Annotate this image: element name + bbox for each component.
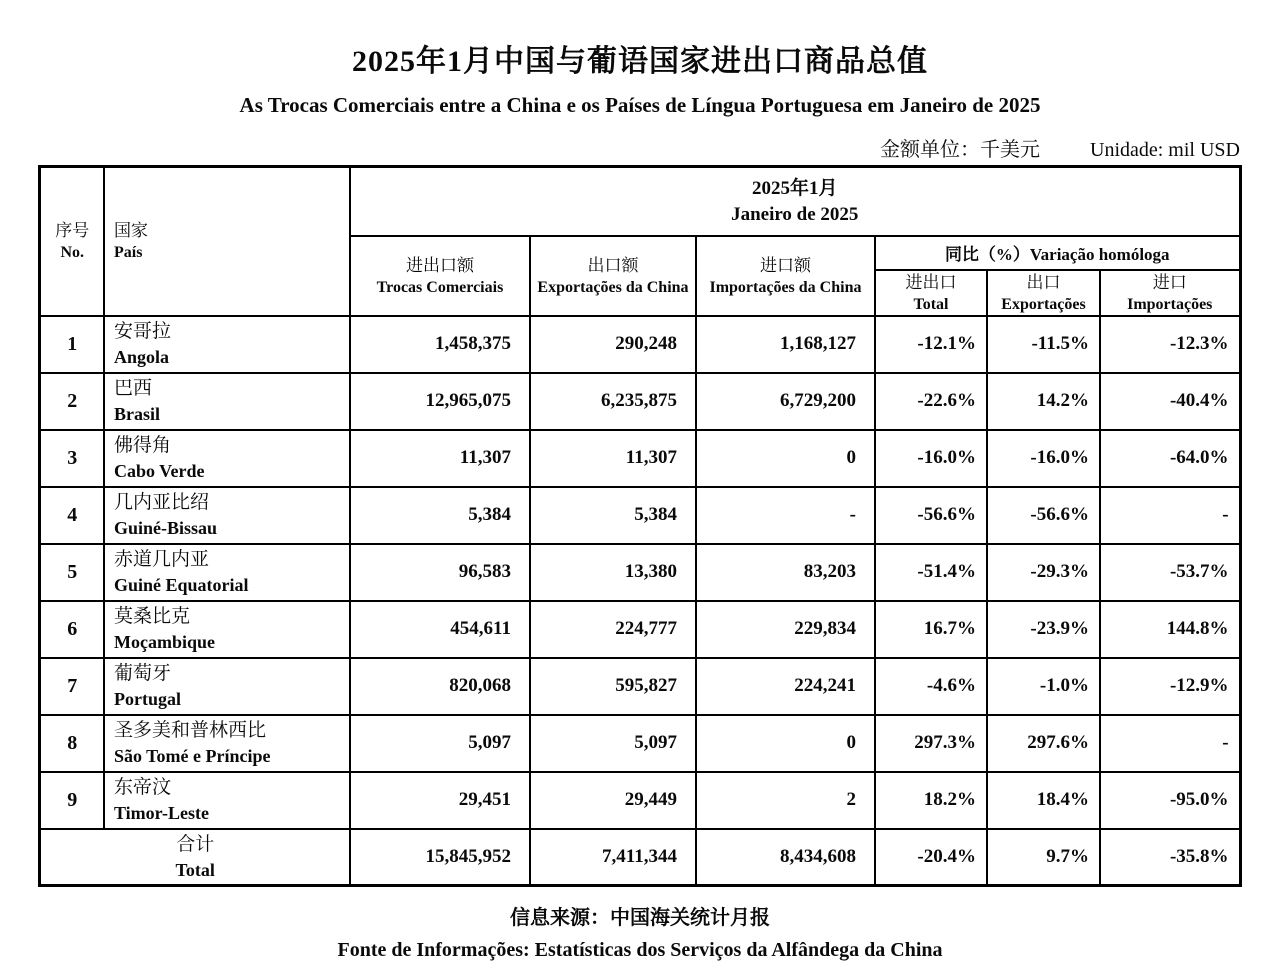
table-row: [40, 487, 1240, 544]
export-value: 11,307: [530, 430, 696, 487]
header-imports: [696, 236, 875, 316]
yoy-export-value: 14.2%: [987, 373, 1100, 430]
header-yoy-total-zh: 进出口: [905, 272, 957, 292]
trade-value: 1,458,375: [350, 316, 530, 373]
country-name-zh: 几内亚比绍: [113, 492, 209, 513]
country-name-pt: Brasil: [113, 404, 160, 424]
row-number: 9: [40, 772, 104, 829]
row-number: 5: [40, 544, 104, 601]
yoy-export-value: 297.6%: [987, 715, 1100, 772]
yoy-total-value: -4.6%: [875, 658, 987, 715]
total-export-value: 7,411,344: [530, 829, 696, 886]
yoy-export-value: 18.4%: [987, 772, 1100, 829]
trade-value: 5,097: [350, 715, 530, 772]
country-cell: [104, 373, 350, 430]
total-yoy-export-value: 9.7%: [987, 829, 1100, 886]
trade-value: 820,068: [350, 658, 530, 715]
country-name-zh: 安哥拉: [113, 321, 171, 342]
country-name-pt: Cabo Verde: [113, 461, 205, 481]
export-value: 595,827: [530, 658, 696, 715]
country-cell: [104, 601, 350, 658]
import-value: 0: [696, 715, 875, 772]
table-row: [40, 544, 1240, 601]
source-note-zh: 信息来源：中国海关统计月报: [510, 907, 770, 929]
total-yoy-import-value: -35.8%: [1100, 829, 1240, 886]
row-number: 8: [40, 715, 104, 772]
export-value: 13,380: [530, 544, 696, 601]
trade-value: 454,611: [350, 601, 530, 658]
header-trade-pt: Trocas Comerciais: [376, 278, 504, 296]
header-yoy-total: [875, 270, 987, 316]
total-label-pt: Total: [175, 859, 215, 880]
header-yoy-imports-zh: 进口: [1152, 272, 1187, 292]
country-name-zh: 莫桑比克: [113, 606, 190, 627]
yoy-import-value: -95.0%: [1100, 772, 1240, 829]
header-imports-pt: Importações da China: [709, 278, 862, 296]
page-title-zh: 2025年1月中国与葡语国家进出口商品总值: [352, 45, 928, 78]
header-exports-zh: 出口额: [587, 255, 639, 275]
country-name-zh: 圣多美和普林西比: [113, 720, 266, 741]
source-note-pt: Fonte de Informações: Estatísticas dos Serviços da Alfândega da China: [337, 939, 943, 961]
total-label-zh: 合计: [176, 833, 215, 855]
import-value: -: [696, 487, 875, 544]
total-trade-value: 15,845,952: [350, 829, 530, 886]
yoy-import-value: 144.8%: [1100, 601, 1240, 658]
table-header: [40, 167, 1240, 316]
yoy-total-value: -12.1%: [875, 316, 987, 373]
trade-value: 29,451: [350, 772, 530, 829]
yoy-export-value: -1.0%: [987, 658, 1100, 715]
import-value: 6,729,200: [696, 373, 875, 430]
country-cell: [104, 772, 350, 829]
trade-data-table: [38, 165, 1241, 887]
country-name-pt: São Tomé e Príncipe: [113, 746, 271, 766]
export-value: 290,248: [530, 316, 696, 373]
table-row: [40, 601, 1240, 658]
country-name-zh: 赤道几内亚: [113, 549, 209, 570]
row-number: 7: [40, 658, 104, 715]
import-value: 2: [696, 772, 875, 829]
header-yoy-exports-zh: 出口: [1026, 272, 1061, 292]
header-yoy: 同比（%）Variação homóloga: [875, 236, 1240, 270]
country-name-pt: Timor-Leste: [113, 803, 209, 823]
country-name-pt: Portugal: [113, 689, 181, 709]
table-row: [40, 772, 1240, 829]
country-cell: [104, 544, 350, 601]
yoy-export-value: -29.3%: [987, 544, 1100, 601]
total-row: [40, 829, 1240, 886]
yoy-total-value: 297.3%: [875, 715, 987, 772]
table-row: [40, 316, 1240, 373]
yoy-total-value: -51.4%: [875, 544, 987, 601]
header-yoy-imports-pt: Importações: [1127, 295, 1213, 313]
header-yoy-exports-pt: Exportações: [1001, 295, 1086, 313]
import-value: 224,241: [696, 658, 875, 715]
table-body: [40, 316, 1240, 886]
yoy-total-value: -22.6%: [875, 373, 987, 430]
total-yoy-total-value: -20.4%: [875, 829, 987, 886]
export-value: 5,097: [530, 715, 696, 772]
row-number: 4: [40, 487, 104, 544]
export-value: 6,235,875: [530, 373, 696, 430]
country-name-zh: 葡萄牙: [113, 663, 171, 684]
yoy-total-value: -56.6%: [875, 487, 987, 544]
header-exports-pt: Exportações da China: [537, 278, 689, 296]
header-country-pt: País: [113, 244, 143, 262]
table-row: [40, 373, 1240, 430]
country-cell: [104, 658, 350, 715]
header-imports-zh: 进口额: [759, 255, 811, 275]
header-period-zh: 2025年1月: [751, 177, 838, 199]
header-no: [40, 167, 104, 316]
trade-value: 11,307: [350, 430, 530, 487]
country-cell: [104, 316, 350, 373]
yoy-import-value: -: [1100, 487, 1240, 544]
yoy-export-value: -56.6%: [987, 487, 1100, 544]
country-name-pt: Angola: [113, 347, 169, 367]
row-number: 2: [40, 373, 104, 430]
header-no-pt: No.: [60, 244, 85, 262]
header-trade-zh: 进出口额: [405, 255, 474, 275]
yoy-export-value: -23.9%: [987, 601, 1100, 658]
yoy-import-value: -: [1100, 715, 1240, 772]
country-name-pt: Moçambique: [113, 632, 215, 652]
table-row: [40, 715, 1240, 772]
yoy-import-value: -40.4%: [1100, 373, 1240, 430]
table-row: [40, 430, 1240, 487]
import-value: 83,203: [696, 544, 875, 601]
import-value: 229,834: [696, 601, 875, 658]
yoy-export-value: -11.5%: [987, 316, 1100, 373]
header-no-zh: 序号: [55, 221, 90, 241]
row-number: 3: [40, 430, 104, 487]
row-number: 6: [40, 601, 104, 658]
page-title-pt: As Trocas Comerciais entre a China e os Países de Língua Portuguesa em Janeiro de 2025: [239, 93, 1041, 117]
header-period-pt: Janeiro de 2025: [731, 203, 859, 225]
country-name-zh: 佛得角: [113, 435, 171, 456]
yoy-total-value: -16.0%: [875, 430, 987, 487]
total-import-value: 8,434,608: [696, 829, 875, 886]
unit-note-zh: 金额单位：千美元: [880, 139, 1040, 161]
header-exports: [530, 236, 696, 316]
unit-note: [40, 133, 1240, 162]
trade-value: 12,965,075: [350, 373, 530, 430]
trade-value: 5,384: [350, 487, 530, 544]
trade-value: 96,583: [350, 544, 530, 601]
country-cell: [104, 430, 350, 487]
header-trade: [350, 236, 530, 316]
import-value: 1,168,127: [696, 316, 875, 373]
unit-note-pt: Unidade: mil USD: [1090, 139, 1240, 161]
yoy-export-value: -16.0%: [987, 430, 1100, 487]
country-cell: [104, 715, 350, 772]
total-label-cell: [40, 829, 350, 886]
country-cell: [104, 487, 350, 544]
country-name-zh: 巴西: [113, 378, 152, 399]
yoy-total-value: 16.7%: [875, 601, 987, 658]
row-number: 1: [40, 316, 104, 373]
export-value: 224,777: [530, 601, 696, 658]
yoy-total-value: 18.2%: [875, 772, 987, 829]
country-name-zh: 东帝汶: [113, 777, 171, 798]
yoy-import-value: -12.9%: [1100, 658, 1240, 715]
yoy-import-value: -12.3%: [1100, 316, 1240, 373]
header-period: [350, 167, 1240, 236]
export-value: 29,449: [530, 772, 696, 829]
header-yoy-exports: [987, 270, 1100, 316]
yoy-import-value: -53.7%: [1100, 544, 1240, 601]
import-value: 0: [696, 430, 875, 487]
header-yoy-imports: [1100, 270, 1240, 316]
header-country-zh: 国家: [113, 221, 148, 241]
table-row: [40, 658, 1240, 715]
header-yoy-total-pt: Total: [913, 295, 949, 313]
export-value: 5,384: [530, 487, 696, 544]
country-name-pt: Guiné-Bissau: [113, 518, 218, 538]
header-country: [104, 167, 350, 316]
country-name-pt: Guiné Equatorial: [113, 575, 249, 595]
yoy-import-value: -64.0%: [1100, 430, 1240, 487]
